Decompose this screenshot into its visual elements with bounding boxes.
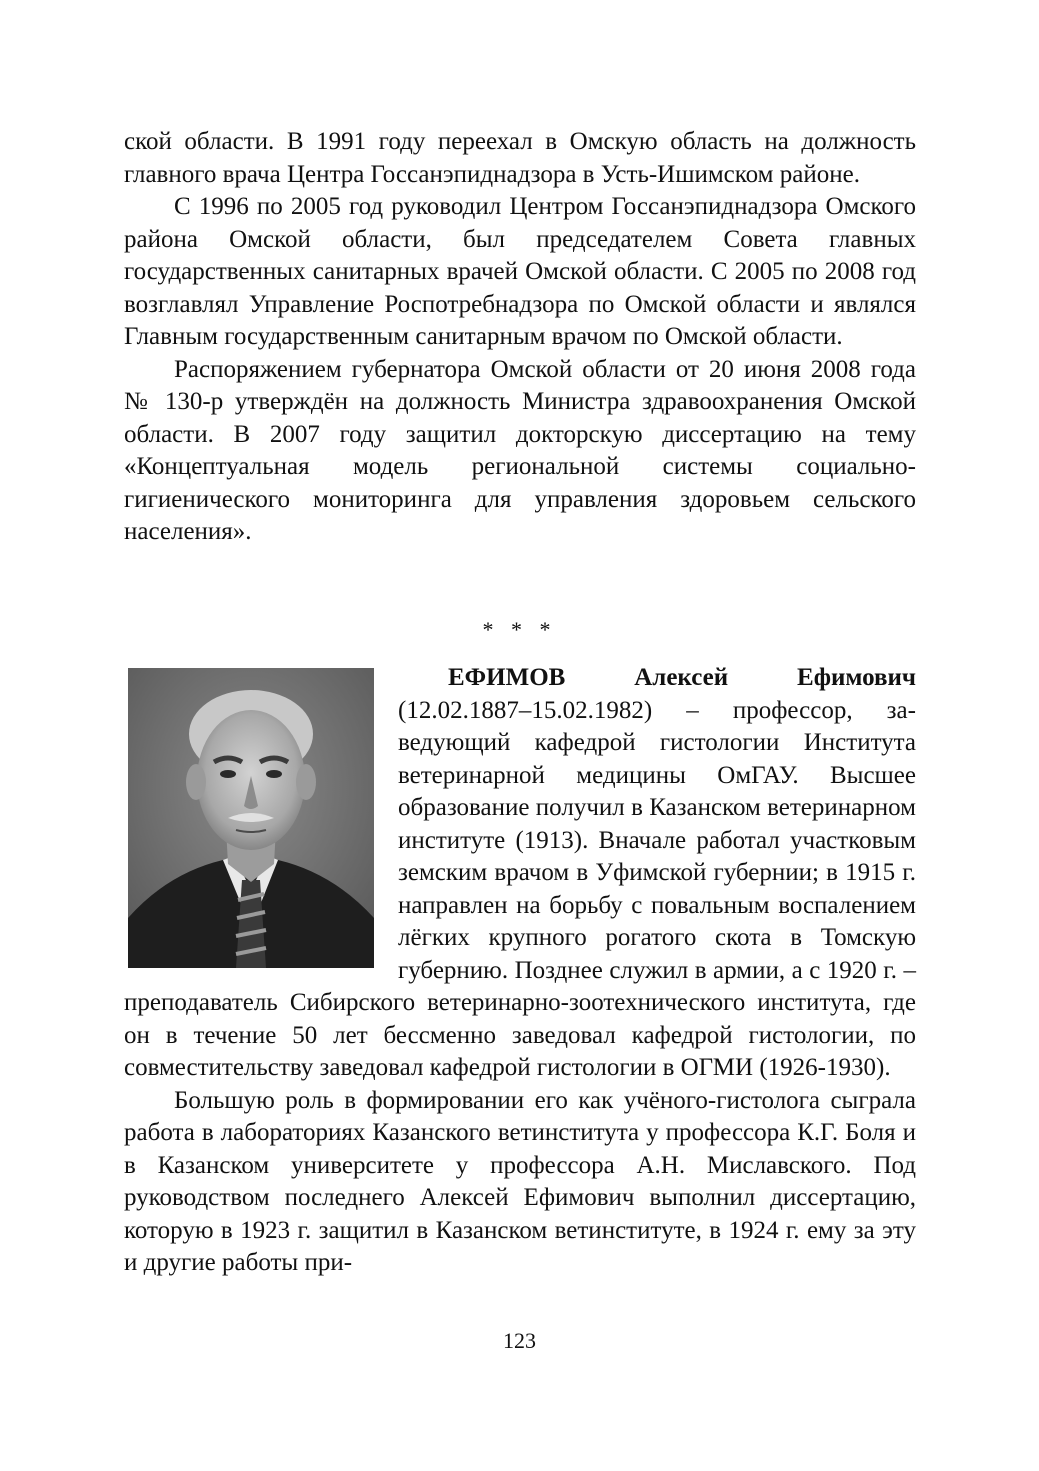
section-separator: * * * [482,617,557,642]
biography-intro-text: (12.02.1887–15.02.1982) – профессор, заведующий кафедрой гистологии Института ветеринарной медицины ОмГАУ. Высшее образование получил в Казанском ветеринарном институте (1913). Вначале работал участковым земским врачом в Уфимской губернии; в 1915 г. направлен на борьбу с повальным воспалением лёгких крупного рогатого скота в Томскую губернию. Позднее служил в армии, а с 1920 г. – преподаватель Сибирского ветеринарно-зоотехнического института, где он в течение 50 лет бессменно заведовал кафедрой гистологии, по совместительству заведовал кафедрой гистологии в ОГМИ (1926-1930). [124,696,916,1081]
paragraph: Распоряжением губернатора Омской области от 20 июня 2008 года № 130-р утверждён на должность Министра здравоохранения Омской области. В 2007 году защитил докторскую диссертацию на тему «Концептуальная модель региональной системы социально-гигиенического мониторинга для управления здоровьем сельского населения». [124,355,916,545]
portrait-photo [128,668,374,968]
paragraph: С 1996 по 2005 год руководил Центром Госсанэпиднадзора Омского района Омской области, был председателем Совета главных государственных санитарных врачей Омской области. С 2005 по 2008 год возглавлял Управление Роспотребнадзора по Омской области и являлся Главным государственным санитарным врачом по Омской области. [124,193,916,350]
portrait-image-icon [128,668,374,968]
paragraph: Большую роль в формировании его как учёного-гистолога сыграла работа в лабораториях Казанского ветинститута у профессора К.Г. Боля и в Казанском университете у профессора А.Н. Миславского. Под руководством последнего Алексей Ефимович выполнил диссертацию, которую в 1923 г. защитил в Казанском ветинституте, в 1924 г. ему за эту и другие работы при- [124,1086,916,1276]
biography-block [124,662,916,1280]
page-number: 123 [503,1328,536,1353]
top-text-block [124,126,916,549]
person-name: ЕФИМОВ Алексей Ефимович [448,664,916,691]
paragraph: ской области. В 1991 году переехал в Омскую область на должность главного врача Центра Госсанэпиднадзора в Усть-Ишимском районе. [124,128,916,188]
